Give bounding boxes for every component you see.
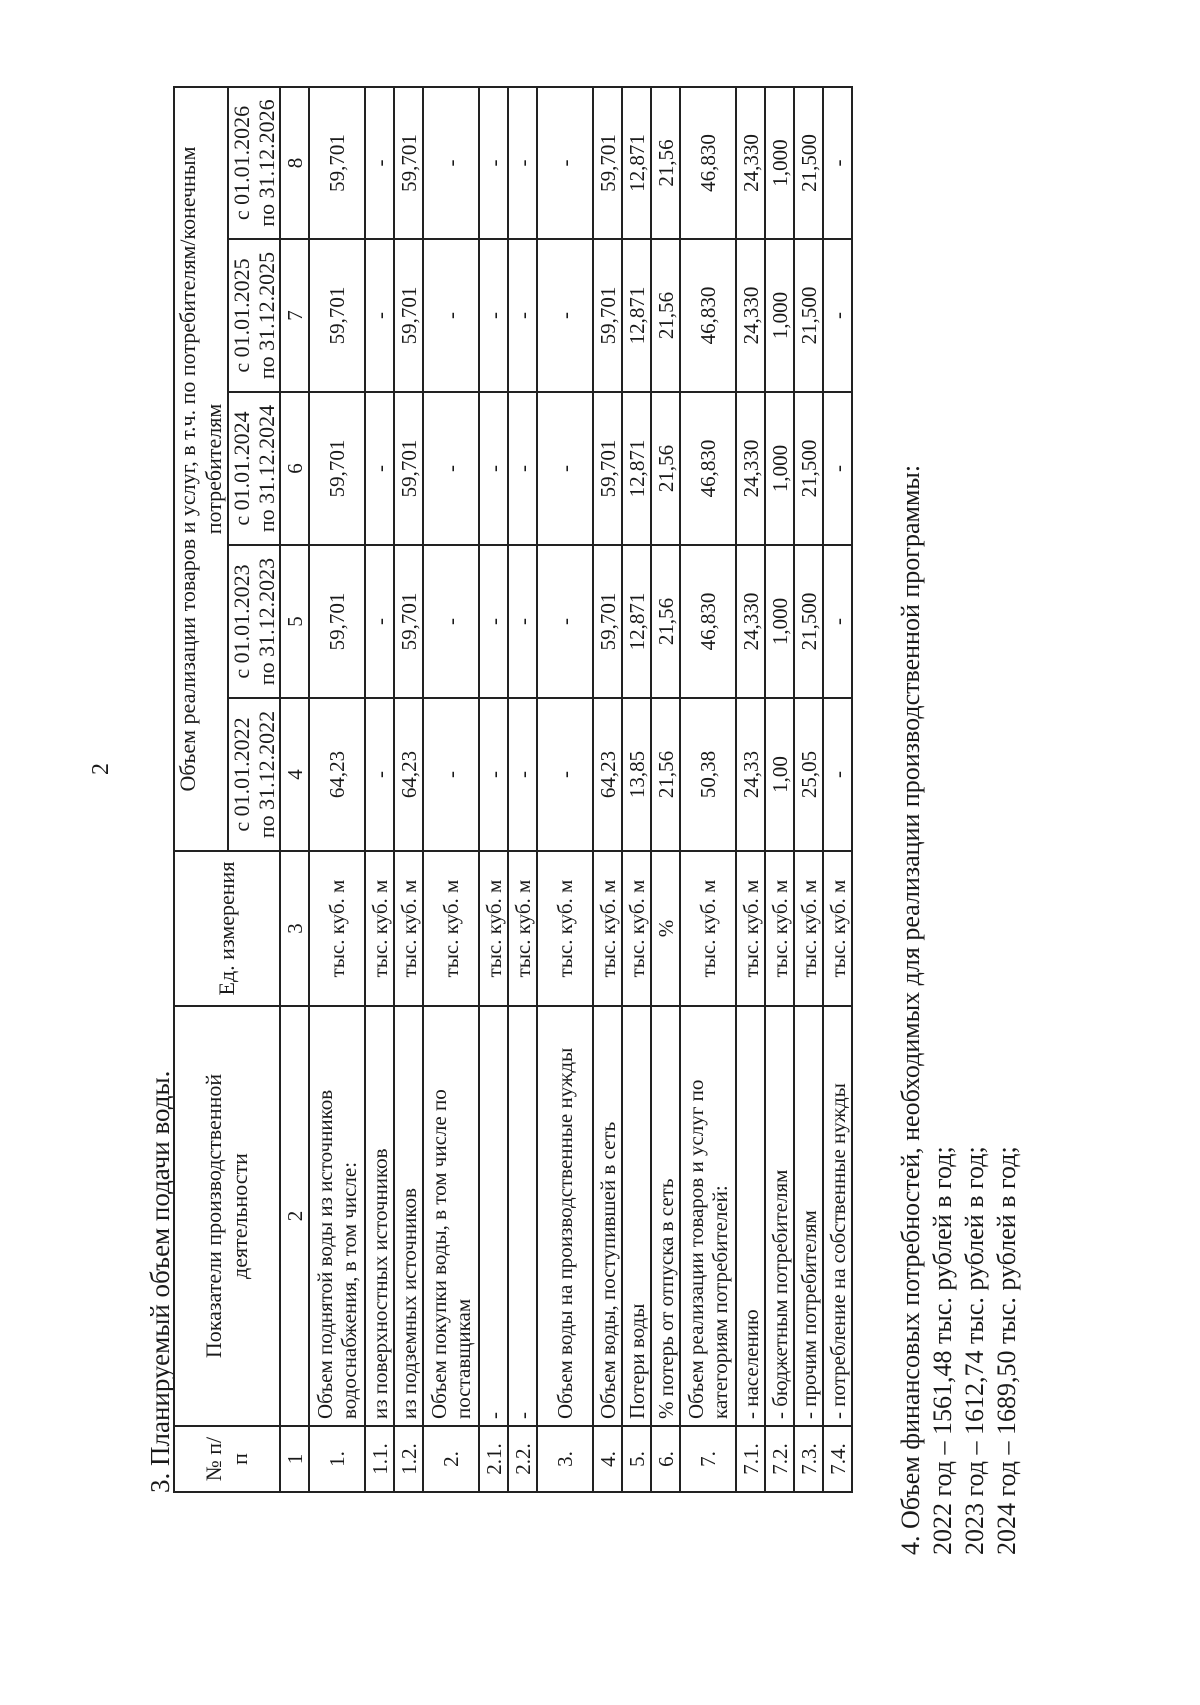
value-cell: 21,56 (651, 239, 680, 392)
value-cell: 21,56 (651, 545, 680, 698)
row-number: 7.2. (765, 1426, 794, 1492)
value-cell: - (365, 698, 394, 851)
value-cell: 59,701 (309, 545, 365, 698)
unit-cell: тыс. куб. м (508, 851, 537, 1006)
value-cell: 21,56 (651, 392, 680, 545)
column-index-row (280, 87, 309, 1492)
table-row (622, 87, 651, 1492)
financial-line: 2023 год – 1612,74 тыс. рублей в год; (960, 1146, 989, 1555)
indicator-name: - (508, 1006, 537, 1426)
indicator-name: - (479, 1006, 508, 1426)
table-row (680, 87, 736, 1492)
value-cell: - (365, 87, 394, 239)
row-number: 7. (680, 1426, 736, 1492)
value-cell: - (823, 87, 852, 239)
value-cell: - (423, 87, 479, 239)
value-cell: - (423, 392, 479, 545)
unit-cell: тыс. куб. м (823, 851, 852, 1006)
section-3-title: 3. Планируемый объем подачи воды. (145, 1070, 175, 1493)
column-index: 8 (280, 87, 309, 239)
column-index: 4 (280, 698, 309, 851)
value-cell: - (365, 392, 394, 545)
value-cell: 24,330 (736, 87, 765, 239)
value-cell: 12,871 (622, 545, 651, 698)
column-index: 2 (280, 1006, 309, 1426)
value-cell: - (365, 545, 394, 698)
value-cell: - (823, 239, 852, 392)
value-cell: 12,871 (622, 87, 651, 239)
value-cell: 21,56 (651, 698, 680, 851)
value-cell: 50,38 (680, 698, 736, 851)
table-row (736, 87, 765, 1492)
table-row (651, 87, 680, 1492)
value-cell: 46,830 (680, 239, 736, 392)
table-row (537, 87, 593, 1492)
table-row (365, 87, 394, 1492)
value-cell: - (423, 545, 479, 698)
indicator-name: - прочим потребителям (794, 1006, 823, 1426)
value-cell: 1,000 (765, 545, 794, 698)
unit-cell: % (651, 851, 680, 1006)
value-cell: - (479, 698, 508, 851)
value-cell: - (537, 239, 593, 392)
value-cell: 59,701 (309, 239, 365, 392)
value-cell: - (537, 545, 593, 698)
value-cell: 25,05 (794, 698, 823, 851)
header-period: с 01.01.2025 по 31.12.2025 (228, 239, 280, 392)
value-cell: - (823, 545, 852, 698)
value-cell: - (508, 392, 537, 545)
value-cell: 59,701 (309, 392, 365, 545)
section-4 (895, 465, 1023, 1555)
value-cell: 59,701 (593, 392, 622, 545)
column-index: 7 (280, 239, 309, 392)
indicator-name: Объем воды на производственные нужды (537, 1006, 593, 1426)
row-number: 7.1. (736, 1426, 765, 1492)
indicator-name: - потребление на собственные нужды (823, 1006, 852, 1426)
value-cell: - (423, 239, 479, 392)
indicator-name: Объем реализации товаров и услуг по категориям потребителей: (680, 1006, 736, 1426)
table-row (423, 87, 479, 1492)
value-cell: 13,85 (622, 698, 651, 851)
value-cell: - (823, 392, 852, 545)
value-cell: - (537, 698, 593, 851)
value-cell: 64,23 (309, 698, 365, 851)
unit-cell: тыс. куб. м (794, 851, 823, 1006)
value-cell: 59,701 (394, 239, 423, 392)
value-cell: - (508, 698, 537, 851)
indicator-name: из подземных источников (394, 1006, 423, 1426)
row-number: 7.3. (794, 1426, 823, 1492)
indicator-name: - бюджетным потребителям (765, 1006, 794, 1426)
value-cell: 59,701 (394, 87, 423, 239)
unit-cell: тыс. куб. м (423, 851, 479, 1006)
header-period: с 01.01.2026 по 31.12.2026 (228, 87, 280, 239)
water-supply-table (173, 86, 853, 1493)
unit-cell: тыс. куб. м (394, 851, 423, 1006)
value-cell: 46,830 (680, 545, 736, 698)
value-cell: - (365, 239, 394, 392)
value-cell: 21,500 (794, 545, 823, 698)
indicator-name: % потерь от отпуска в сеть (651, 1006, 680, 1426)
value-cell: - (479, 545, 508, 698)
indicator-name: Потери воды (622, 1006, 651, 1426)
unit-cell: тыс. куб. м (365, 851, 394, 1006)
row-number: 6. (651, 1426, 680, 1492)
section-4-title: 4. Объем финансовых потребностей, необходимых для реализации производственной программы: (896, 464, 925, 1555)
value-cell: 59,701 (394, 545, 423, 698)
table-row (823, 87, 852, 1492)
header-period: с 01.01.2022 по 31.12.2022 (228, 698, 280, 851)
unit-cell: тыс. куб. м (309, 851, 365, 1006)
value-cell: 1,000 (765, 392, 794, 545)
financial-line: 2022 год – 1561,48 тыс. рублей в год; (928, 1146, 957, 1555)
row-number: 1.1. (365, 1426, 394, 1492)
unit-cell: тыс. куб. м (479, 851, 508, 1006)
value-cell: 21,500 (794, 239, 823, 392)
value-cell: 21,500 (794, 87, 823, 239)
header-unit: Ед. измерения (174, 851, 280, 1006)
indicator-name: Объем поднятой воды из источников водоснабжения, в том числе: (309, 1006, 365, 1426)
value-cell: 59,701 (309, 87, 365, 239)
indicator-name: Объем покупки воды, в том числе по поставщикам (423, 1006, 479, 1426)
unit-cell: тыс. куб. м (680, 851, 736, 1006)
indicator-name: из поверхностных источников (365, 1006, 394, 1426)
value-cell: 64,23 (394, 698, 423, 851)
financial-line: 2024 год – 1689,50 тыс. рублей в год; (992, 1146, 1021, 1555)
value-cell: - (508, 87, 537, 239)
header-period: с 01.01.2024 по 31.12.2024 (228, 392, 280, 545)
value-cell: - (508, 545, 537, 698)
header-group: Объем реализации товаров и услуг, в т.ч. по потребителям/конечным потребителям (174, 87, 228, 851)
column-index: 6 (280, 392, 309, 545)
value-cell: - (508, 239, 537, 392)
row-number: 2.2. (508, 1426, 537, 1492)
unit-cell: тыс. куб. м (736, 851, 765, 1006)
column-index: 1 (280, 1426, 309, 1492)
value-cell: - (537, 87, 593, 239)
row-number: 2.1. (479, 1426, 508, 1492)
page-number: 2 (88, 763, 114, 775)
value-cell: - (479, 87, 508, 239)
value-cell: 24,330 (736, 239, 765, 392)
value-cell: 46,830 (680, 392, 736, 545)
row-number: 5. (622, 1426, 651, 1492)
unit-cell: тыс. куб. м (765, 851, 794, 1006)
header-period: с 01.01.2023 по 31.12.2023 (228, 545, 280, 698)
value-cell: 59,701 (593, 545, 622, 698)
unit-cell: тыс. куб. м (537, 851, 593, 1006)
value-cell: 24,330 (736, 545, 765, 698)
value-cell: 21,500 (794, 392, 823, 545)
table-row (765, 87, 794, 1492)
value-cell: - (479, 392, 508, 545)
unit-cell: тыс. куб. м (593, 851, 622, 1006)
value-cell: 24,33 (736, 698, 765, 851)
value-cell: 12,871 (622, 239, 651, 392)
indicator-name: - населению (736, 1006, 765, 1426)
value-cell: - (537, 392, 593, 545)
value-cell: 21,56 (651, 87, 680, 239)
unit-cell: тыс. куб. м (622, 851, 651, 1006)
indicator-name: Объем воды, поступившей в сеть (593, 1006, 622, 1426)
column-index: 3 (280, 851, 309, 1006)
header-num: № п/п (174, 1426, 280, 1492)
column-index: 5 (280, 545, 309, 698)
row-number: 2. (423, 1426, 479, 1492)
table-row (394, 87, 423, 1492)
value-cell: 64,23 (593, 698, 622, 851)
row-number: 1.2. (394, 1426, 423, 1492)
row-number: 1. (309, 1426, 365, 1492)
row-number: 4. (593, 1426, 622, 1492)
value-cell: 1,000 (765, 239, 794, 392)
value-cell: 24,330 (736, 392, 765, 545)
value-cell: 59,701 (394, 392, 423, 545)
value-cell: - (423, 698, 479, 851)
value-cell: - (823, 698, 852, 851)
value-cell: 59,701 (593, 239, 622, 392)
header-indicator: Показатели производственной деятельности (174, 1006, 280, 1426)
table-row (479, 87, 508, 1492)
value-cell: 46,830 (680, 87, 736, 239)
table-row (508, 87, 537, 1492)
table-row (309, 87, 365, 1492)
value-cell: 12,871 (622, 392, 651, 545)
value-cell: 59,701 (593, 87, 622, 239)
row-number: 3. (537, 1426, 593, 1492)
value-cell: - (479, 239, 508, 392)
table-row (593, 87, 622, 1492)
value-cell: 1,00 (765, 698, 794, 851)
row-number: 7.4. (823, 1426, 852, 1492)
value-cell: 1,000 (765, 87, 794, 239)
table-row (794, 87, 823, 1492)
